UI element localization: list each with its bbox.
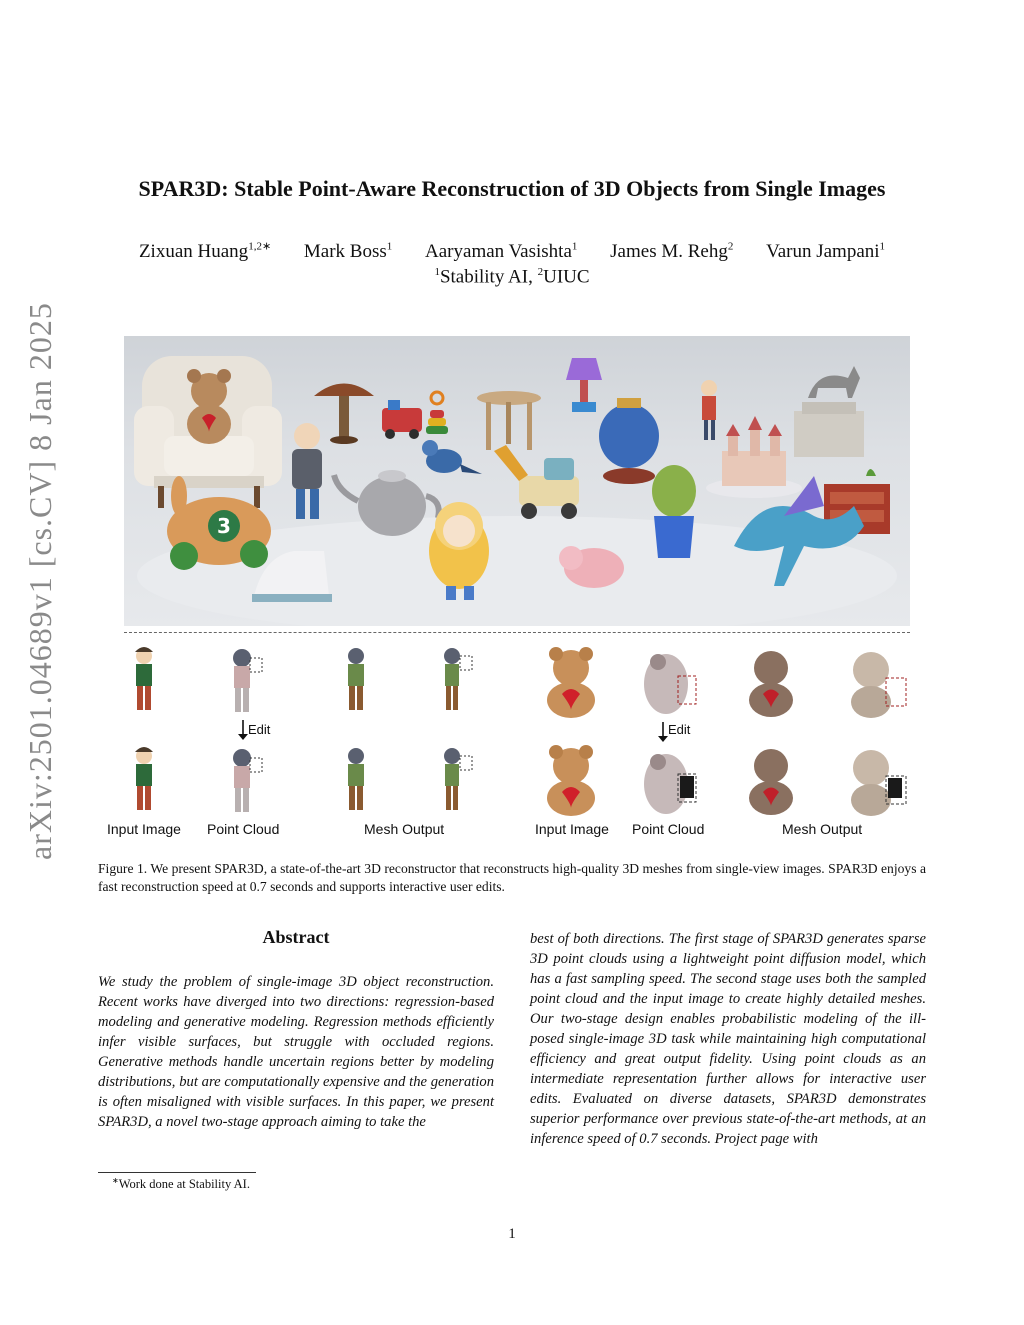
hero-objects-illustration (124, 336, 910, 626)
teddy-point-cloud-bottom (644, 754, 696, 814)
edit-arrow-icon (238, 720, 248, 740)
purple-lamp (566, 358, 602, 412)
arxiv-identifier: arXiv:2501.04689v1 [cs.CV] 8 Jan 2025 (22, 302, 58, 860)
edit-label-right: Edit (668, 722, 691, 737)
boy-figurine (701, 380, 717, 440)
boy-input-image-top (135, 647, 153, 710)
castle-model (706, 416, 802, 498)
mushroom-lamp (314, 384, 374, 445)
horse-statue (794, 366, 864, 457)
figure-divider (124, 632, 910, 633)
author: Varun Jampani$^1$ (766, 241, 886, 263)
abstract-heading: Abstract (262, 927, 330, 947)
label-point-cloud-left: Point Cloud (207, 821, 280, 837)
abstract-left-column: We study the problem of single-image 3D object reconstruction. Recent works have diverged into two directions: regression-based modeling and generative modeling. Regression methods efficiently infer visible surfaces, but struggle with occluded regions. Generative methods handle uncertain regions better by modeling distributions, but are computationally expensive and the generation is often misaligned with visible surfaces. In this paper, we present SPAR3D, a novel two-stage approach aiming to take the (98, 974, 494, 1130)
teddy-input-image-bottom (547, 745, 595, 816)
author: Aaryaman Vasishta$^1$ (425, 241, 578, 263)
footnote-rule (98, 1172, 256, 1173)
label-point-cloud-right: Point Cloud (632, 821, 705, 837)
toy-train (382, 400, 422, 439)
teddy-mesh-front-top (749, 651, 793, 717)
boy-point-cloud-top (233, 649, 262, 712)
edit-arrow-icon (658, 722, 668, 742)
teddy-mesh-front-bottom (749, 749, 793, 815)
teddy-input-image-top (547, 647, 595, 718)
edit-label-left: Edit (248, 722, 271, 737)
potted-cactus (652, 465, 696, 558)
teddy-mesh-side-bottom (851, 750, 906, 816)
footnote: ∗Work done at Stability AI. (112, 1176, 250, 1192)
author: James M. Rehg$^2$ (610, 241, 734, 263)
boy-mesh-side-bottom (444, 748, 472, 810)
abstract-right-column: best of both directions. The first stage of SPAR3D generates sparse 3D point clouds using a lightweight point diffusion model, which has a fast sampling speed. The second stage uses both the sampled point cloud and the input image to create highly detailed meshes. Our two-stage design enables probabilistic modeling of the ill-posed single-image 3D task while maintaining high computational efficiency and great output fidelity. Using point clouds as an intermediate representation further allows for interactive user edits. Evaluated on diverse datasets, SPAR3D demonstrates superior performance over previous state-of-the-art methods, at an inference speed of 0.7 seconds. Project page with (530, 931, 926, 1147)
boy-mesh-front-top (348, 648, 364, 710)
affiliations: $^1$Stability AI, $^2$UIUC (434, 266, 590, 288)
label-input-image-right: Input Image (535, 821, 609, 837)
label-mesh-output-left: Mesh Output (364, 821, 445, 837)
svg-text:3: 3 (217, 514, 231, 538)
author: Mark Boss$^1$ (303, 241, 393, 263)
paper-title: SPAR3D: Stable Point-Aware Reconstruction of 3D Objects from Single Images (138, 176, 886, 201)
hero-render-image (124, 336, 910, 626)
teddy-mesh-side-top (851, 652, 906, 718)
ring-stacker-toy (426, 392, 448, 434)
teddy-point-cloud-top (644, 654, 696, 714)
boy-mesh-front-bottom (348, 748, 364, 810)
author: Zixuan Huang$^{1,2∗}$ (138, 241, 272, 263)
old-man-figurine (292, 423, 322, 519)
figure-caption: Figure 1. We present SPAR3D, a state-of-the-art 3D reconstructor that reconstructs high-quality 3D meshes from single-view images. SPAR3D enjoys a fast reconstruction speed at 0.7 seconds and supports interactive user edits. (98, 861, 926, 894)
author-list (60, 240, 964, 263)
page-number: 1 (508, 1226, 516, 1242)
toy-excavator (494, 445, 579, 519)
wooden-stool (477, 391, 541, 450)
boy-edit-figure (124, 644, 524, 824)
teddy-edit-figure (536, 644, 926, 824)
boy-point-cloud-bottom (233, 749, 262, 812)
label-mesh-output-right: Mesh Output (782, 821, 863, 837)
blue-jay-figurine (422, 440, 482, 474)
label-input-image-left: Input Image (107, 821, 181, 837)
boy-input-image-bottom (135, 747, 153, 810)
ornate-vase (599, 398, 659, 484)
boy-mesh-side-top (444, 648, 472, 710)
